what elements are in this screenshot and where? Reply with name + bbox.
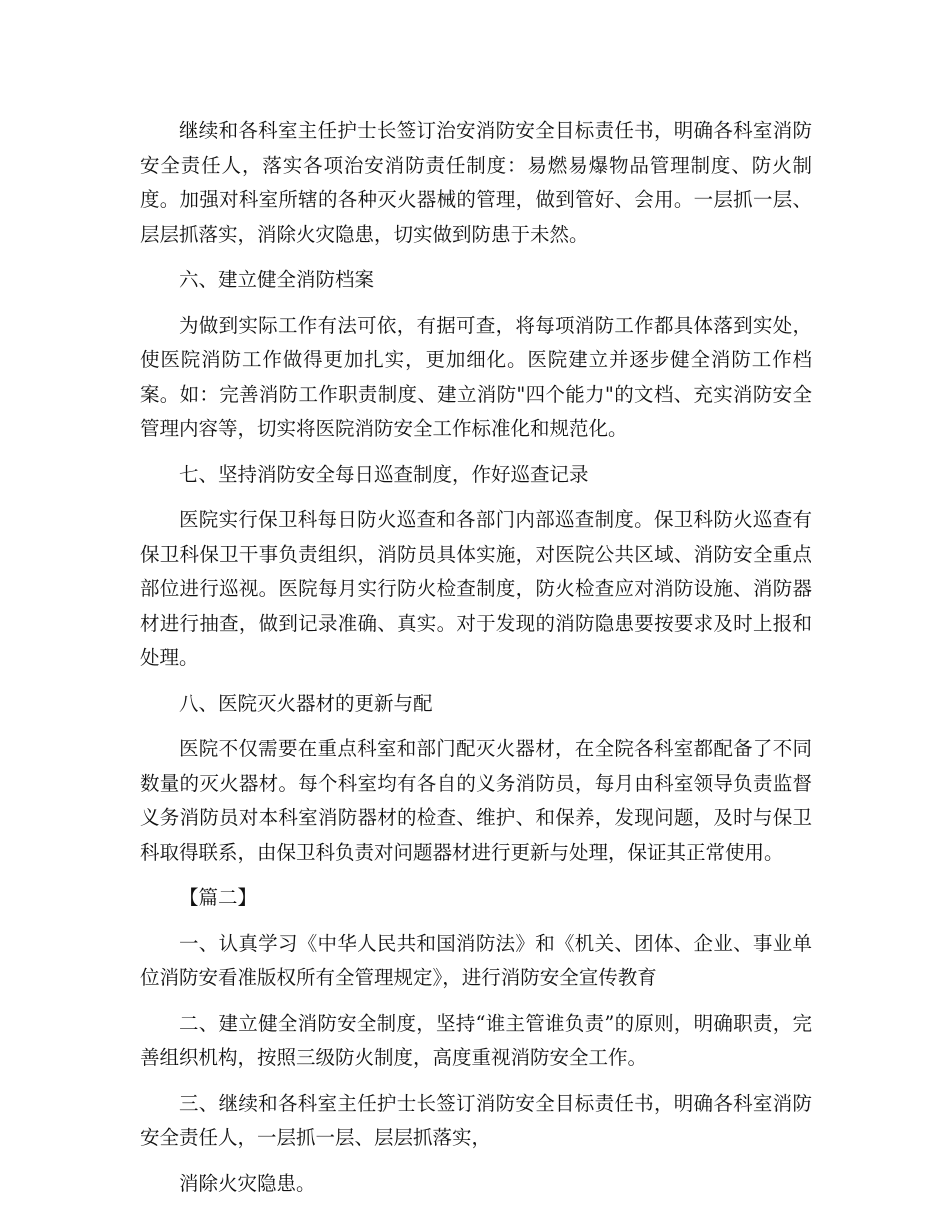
heading-fire-archives: 六、建立健全消防档案 xyxy=(179,268,375,291)
heading-equipment-update: 八、医院灭火器材的更新与配 xyxy=(179,691,433,715)
document-body xyxy=(140,114,812,1212)
heading-daily-inspection: 七、坚持消防安全每日巡查制度，作好巡查记录 xyxy=(179,462,589,486)
section-title-part-two: 【篇二】 xyxy=(179,886,258,909)
paragraph-fire-archives: 为做到实际工作有法可依，有据可查，将每项消防工作都具体落到实处，使医院消防工作做得更加扎实，更加细化。医院建立并逐步健全消防工作档案。如：完善消防工作职责制度、建立消防"四个能力"的文档、充实消防安全管理内容等，切实将医院消防安全工作标准化和规范化。 xyxy=(140,313,812,440)
paragraph-item-three: 三、继续和各科室主任护士长签订消防安全目标责任书，明确各科室消防安全责任人，一层抓一层、层层抓落实， xyxy=(140,1091,812,1149)
paragraph-item-two: 二、建立健全消防安全制度，坚持“谁主管谁负责”的原则，明确职责，完善组织机构，按照三级防火制度，高度重视消防安全工作。 xyxy=(140,1011,812,1069)
paragraph-closing: 消除火灾隐患。 xyxy=(179,1171,316,1195)
paragraph-item-one: 一、认真学习《中华人民共和国消防法》和《机关、团体、企业、事业单位消防安看准版权所有全管理规定》，进行消防安全宣传教育 xyxy=(140,931,812,989)
paragraph-equipment-update: 医院不仅需要在重点科室和部门配灭火器材，在全院各科室都配备了不同数量的灭火器材。每个科室均有各自的义务消防员，每月由科室领导负责监督义务消防员对本科室消防器材的检查、维护、和保养，发现问题，及时与保卫科取得联系，由保卫科负责对问题器材进行更新与处理，保证其正常使用。 xyxy=(140,737,812,864)
paragraph-responsibility: 继续和各科室主任护士长签订治安消防安全目标责任书，明确各科室消防安全责任人，落实各项治安消防责任制度：易燃易爆物品管理制度、防火制度。加强对科室所辖的各种灭火器械的管理，做到管好、会用。一层抓一层、层层抓落实，消除火灾隐患，切实做到防患于未然。 xyxy=(140,119,812,246)
paragraph-daily-inspection: 医院实行保卫科每日防火巡查和各部门内部巡查制度。保卫科防火巡查有保卫科保卫干事负责组织，消防员具体实施，对医院公共区域、消防安全重点部位进行巡视。医院每月实行防火检查制度，防火检查应对消防设施、消防器材进行抽查，做到记录准确、真实。对于发现的消防隐患要按要求及时上报和处理。 xyxy=(140,508,812,669)
